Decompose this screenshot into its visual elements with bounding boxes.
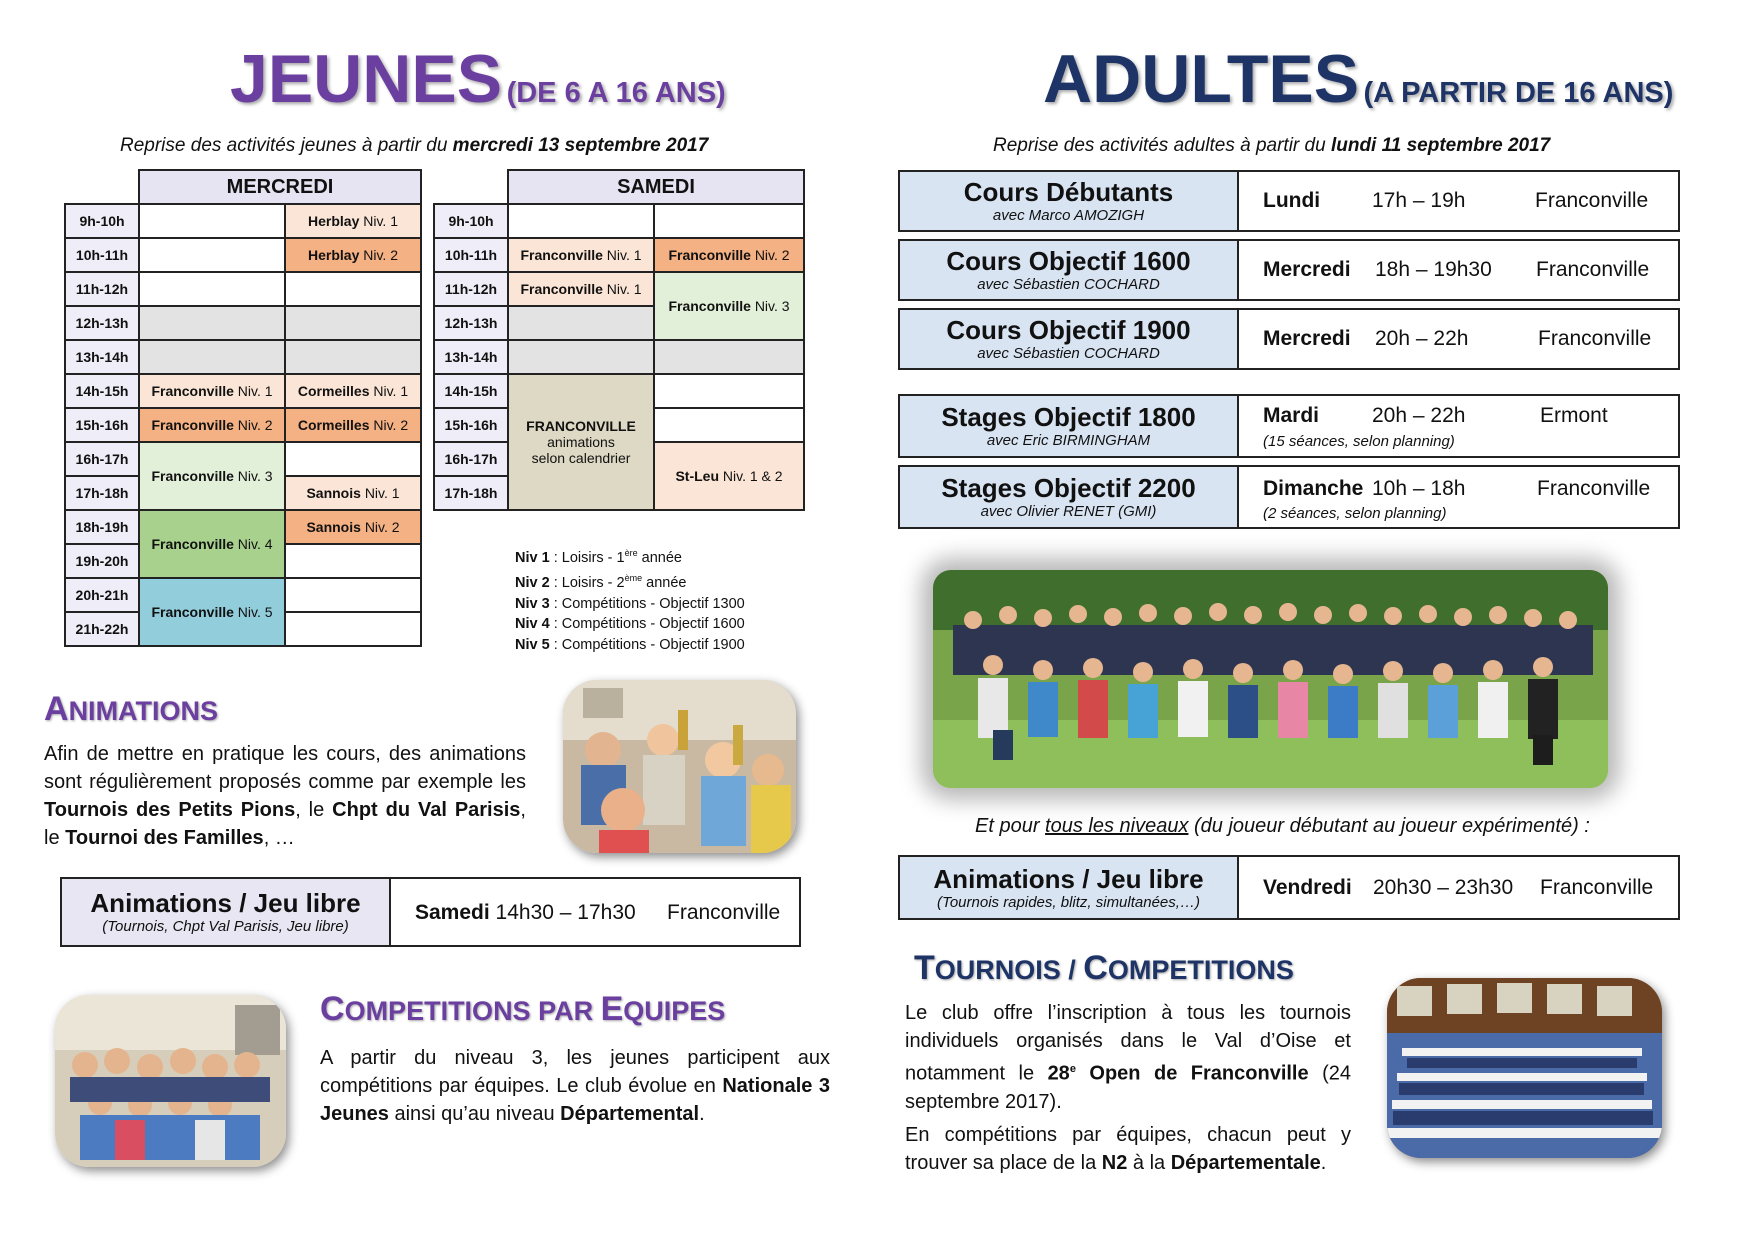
time-cell: 15h-16h bbox=[434, 408, 508, 442]
legend-item: Niv 4 : Compétitions - Objectif 1600 bbox=[515, 616, 745, 633]
empty-cell bbox=[285, 544, 421, 578]
course-hours: 18h – 19h30 bbox=[1375, 258, 1492, 281]
equipes-text: A partir du niveau 3, les jeunes participent aux compétitions par équipes. Le club évolue en Nationale 3 Jeunes ainsi qu’au niveau Départemental. bbox=[320, 1047, 830, 1125]
tournament-hall-photo bbox=[1387, 978, 1662, 1158]
jeunes-jeu-libre-time bbox=[391, 879, 799, 945]
legend-item: Niv 1 : Loisirs - 1ère année bbox=[515, 548, 682, 566]
lunch-cell bbox=[508, 306, 654, 340]
jeu-libre-hours: 14h30 – 17h30 bbox=[495, 901, 636, 924]
tournois-text-1: Le club offre l’inscription à tous les tournois individuels organisés dans le Val d’Oise et notamment le 28e Open de Franconville (24 septembre 2017). bbox=[905, 1002, 1352, 1113]
mercredi-header: MERCREDI bbox=[139, 170, 421, 204]
jeunes-title-main: JEUNES bbox=[230, 41, 503, 117]
empty-cell bbox=[654, 374, 804, 408]
jeunes-reprise bbox=[120, 135, 708, 157]
jeu-libre-day: Samedi bbox=[415, 901, 490, 924]
sat-slot-franconville-2: Franconville Niv. 2 bbox=[654, 238, 804, 272]
course-day: Mercredi bbox=[1263, 327, 1351, 350]
course-teacher: avec Sébastien COCHARD bbox=[977, 276, 1160, 293]
time-cell: 14h-15h bbox=[434, 374, 508, 408]
time-cell: 13h-14h bbox=[434, 340, 508, 374]
course-day: Lundi bbox=[1263, 189, 1321, 212]
stage-box bbox=[898, 394, 1680, 458]
course-hours: 10h – 18h bbox=[1372, 477, 1466, 500]
course-teacher: avec Eric BIRMINGHAM bbox=[986, 432, 1151, 449]
adultes-title-sub: (A PARTIR DE 16 ANS) bbox=[1363, 77, 1674, 109]
jeunes-title-sub: (DE 6 A 16 ANS) bbox=[506, 77, 726, 109]
adultes-title bbox=[1043, 40, 1673, 118]
jeu-libre-title: Animations / Jeu libre bbox=[90, 888, 361, 918]
sat-slot-franconville-3: Franconville Niv. 3 bbox=[654, 272, 804, 340]
course-title: Stages Objectif 1800 bbox=[941, 402, 1196, 432]
time-cell: 10h-11h bbox=[65, 238, 139, 272]
empty-cell bbox=[285, 272, 421, 306]
slot-herblay-1: Herblay Niv. 1 bbox=[285, 204, 421, 238]
animations-heading: ANIMATIONS bbox=[44, 690, 219, 728]
time-cell: 9h-10h bbox=[65, 204, 139, 238]
jeunes-jeu-libre-box bbox=[60, 877, 801, 947]
empty-cell bbox=[654, 408, 804, 442]
course-place: Franconville bbox=[1535, 189, 1649, 212]
time-cell: 9h-10h bbox=[434, 204, 508, 238]
course-title: Cours Objectif 1600 bbox=[946, 246, 1191, 276]
slot-herblay-2: Herblay Niv. 2 bbox=[285, 238, 421, 272]
empty-cell bbox=[139, 272, 285, 306]
team-kids-photo bbox=[55, 995, 286, 1167]
course-box bbox=[898, 239, 1680, 301]
course-hours: 20h – 22h bbox=[1375, 327, 1469, 350]
course-hours: 17h – 19h bbox=[1372, 189, 1466, 212]
slot-franconville-5: Franconville Niv. 5 bbox=[139, 578, 285, 646]
lunch-cell bbox=[285, 306, 421, 340]
time-cell: 19h-20h bbox=[65, 544, 139, 578]
slot-cormeilles-2: Cormeilles Niv. 2 bbox=[285, 408, 421, 442]
course-box bbox=[898, 170, 1680, 232]
empty-cell bbox=[139, 204, 285, 238]
course-place: Franconville bbox=[1537, 477, 1651, 500]
adultes-reprise bbox=[993, 135, 1550, 157]
empty-cell bbox=[654, 204, 804, 238]
time-cell: 17h-18h bbox=[65, 476, 139, 510]
jeu-libre-subtitle: (Tournois, Chpt Val Parisis, Jeu libre) bbox=[102, 918, 349, 935]
time-cell: 11h-12h bbox=[434, 272, 508, 306]
stage-box bbox=[898, 465, 1680, 529]
empty-cell bbox=[285, 612, 421, 646]
slot-franconville-1: Franconville Niv. 1 bbox=[139, 374, 285, 408]
jeunes-title bbox=[230, 40, 726, 118]
niveau-legend bbox=[515, 543, 745, 655]
course-place: Franconville bbox=[1536, 258, 1650, 281]
course-note: (15 séances, selon planning) bbox=[1263, 433, 1455, 450]
lunch-cell bbox=[139, 340, 285, 374]
sat-slot-franconville-1: Franconville Niv. 1 bbox=[508, 238, 654, 272]
course-teacher: avec Olivier RENET (GMI) bbox=[980, 503, 1157, 520]
time-cell: 21h-22h bbox=[65, 612, 139, 646]
jeu-libre-title: Animations / Jeu libre bbox=[933, 863, 1204, 894]
jeunes-reprise-text: Reprise des activités jeunes à partir du bbox=[120, 135, 453, 156]
course-title: Cours Débutants bbox=[963, 177, 1174, 207]
course-hours: 20h – 22h bbox=[1372, 404, 1466, 427]
tournois-heading: TOURNOIS / COMPETITIONS bbox=[914, 949, 1294, 987]
time-cell: 18h-19h bbox=[65, 510, 139, 544]
jeu-libre-subtitle: (Tournois rapides, blitz, simultanées,…) bbox=[937, 893, 1200, 911]
time-cell: 15h-16h bbox=[65, 408, 139, 442]
legend-item: Niv 2 : Loisirs - 2ème année bbox=[515, 573, 687, 592]
course-day: Mardi bbox=[1263, 404, 1320, 427]
time-cell: 16h-17h bbox=[65, 442, 139, 476]
jeu-libre-day: Vendredi bbox=[1263, 876, 1352, 899]
jeu-libre-place: Franconville bbox=[1540, 876, 1654, 899]
lunch-cell bbox=[508, 340, 654, 374]
adultes-reprise-text: Reprise des activités adultes à partir du bbox=[993, 135, 1331, 156]
time-cell: 10h-11h bbox=[434, 238, 508, 272]
course-title: Stages Objectif 2200 bbox=[941, 473, 1196, 503]
time-cell: 16h-17h bbox=[434, 442, 508, 476]
empty-cell bbox=[285, 442, 421, 476]
course-day: Mercredi bbox=[1263, 258, 1351, 281]
mercredi-schedule bbox=[64, 169, 422, 647]
time-cell: 11h-12h bbox=[65, 272, 139, 306]
tournois-text-2: En compétitions par équipes, chacun peut y trouver sa place de la N2 à la Départementale. bbox=[905, 1124, 1351, 1174]
slot-sannois-1: Sannois Niv. 1 bbox=[285, 476, 421, 510]
time-cell: 13h-14h bbox=[65, 340, 139, 374]
slot-franconville-4: Franconville Niv. 4 bbox=[139, 510, 285, 578]
course-place: Ermont bbox=[1540, 404, 1608, 427]
time-cell: 20h-21h bbox=[65, 578, 139, 612]
time-cell: 12h-13h bbox=[434, 306, 508, 340]
slot-cormeilles-1: Cormeilles Niv. 1 bbox=[285, 374, 421, 408]
course-place: Franconville bbox=[1538, 327, 1652, 350]
course-box bbox=[898, 308, 1680, 370]
jeunes-jeu-libre-label bbox=[62, 879, 391, 945]
animations-text: Afin de mettre en pratique les cours, des animations sont régulièrement proposés comme par exemple les Tournois des Petits Pions, le Chpt du Val Parisis, le Tournoi des Familles, … bbox=[44, 743, 526, 849]
course-note: (2 séances, selon planning) bbox=[1263, 505, 1447, 522]
jeunes-reprise-date: mercredi 13 septembre 2017 bbox=[452, 135, 709, 156]
club-group-photo bbox=[933, 570, 1608, 788]
legend-item: Niv 5 : Compétitions - Objectif 1900 bbox=[515, 636, 745, 653]
lunch-cell bbox=[139, 306, 285, 340]
course-teacher: avec Sébastien COCHARD bbox=[977, 345, 1160, 362]
tous-niveaux-line: Et pour tous les niveaux (du joueur débutant au joueur expérimenté) : bbox=[975, 815, 1590, 837]
time-cell: 12h-13h bbox=[65, 306, 139, 340]
sat-slot-franconville-1b: Franconville Niv. 1 bbox=[508, 272, 654, 306]
time-cell: 17h-18h bbox=[434, 476, 508, 510]
adultes-reprise-date: lundi 11 septembre 2017 bbox=[1330, 135, 1551, 156]
slot-franconville-3: Franconville Niv. 3 bbox=[139, 442, 285, 510]
course-title: Cours Objectif 1900 bbox=[946, 315, 1191, 345]
adultes-jeu-libre-box bbox=[898, 855, 1680, 920]
slot-franconville-2: Franconville Niv. 2 bbox=[139, 408, 285, 442]
course-day: Dimanche bbox=[1263, 477, 1364, 500]
sat-slot-stleu: St-Leu Niv. 1 & 2 bbox=[654, 442, 804, 510]
lunch-cell bbox=[654, 340, 804, 374]
samedi-header: SAMEDI bbox=[508, 170, 804, 204]
jeu-libre-place: Franconville bbox=[667, 901, 781, 924]
jeu-libre-hours: 20h30 – 23h30 bbox=[1373, 876, 1514, 899]
empty-cell bbox=[508, 204, 654, 238]
adultes-title-main: ADULTES bbox=[1043, 41, 1360, 117]
equipes-heading: COMPETITIONS PAR EQUIPES bbox=[320, 990, 726, 1028]
empty-cell bbox=[139, 238, 285, 272]
empty-cell bbox=[285, 578, 421, 612]
course-teacher: avec Marco AMOZIGH bbox=[992, 207, 1145, 224]
samedi-schedule bbox=[433, 169, 805, 511]
slot-sannois-2: Sannois Niv. 2 bbox=[285, 510, 421, 544]
lunch-cell bbox=[285, 340, 421, 374]
kids-trophies-photo bbox=[563, 680, 796, 853]
legend-item: Niv 3 : Compétitions - Objectif 1300 bbox=[515, 595, 745, 612]
time-cell: 14h-15h bbox=[65, 374, 139, 408]
sat-franconville-animations: FRANCONVILLE animations selon calendrier bbox=[508, 374, 654, 510]
